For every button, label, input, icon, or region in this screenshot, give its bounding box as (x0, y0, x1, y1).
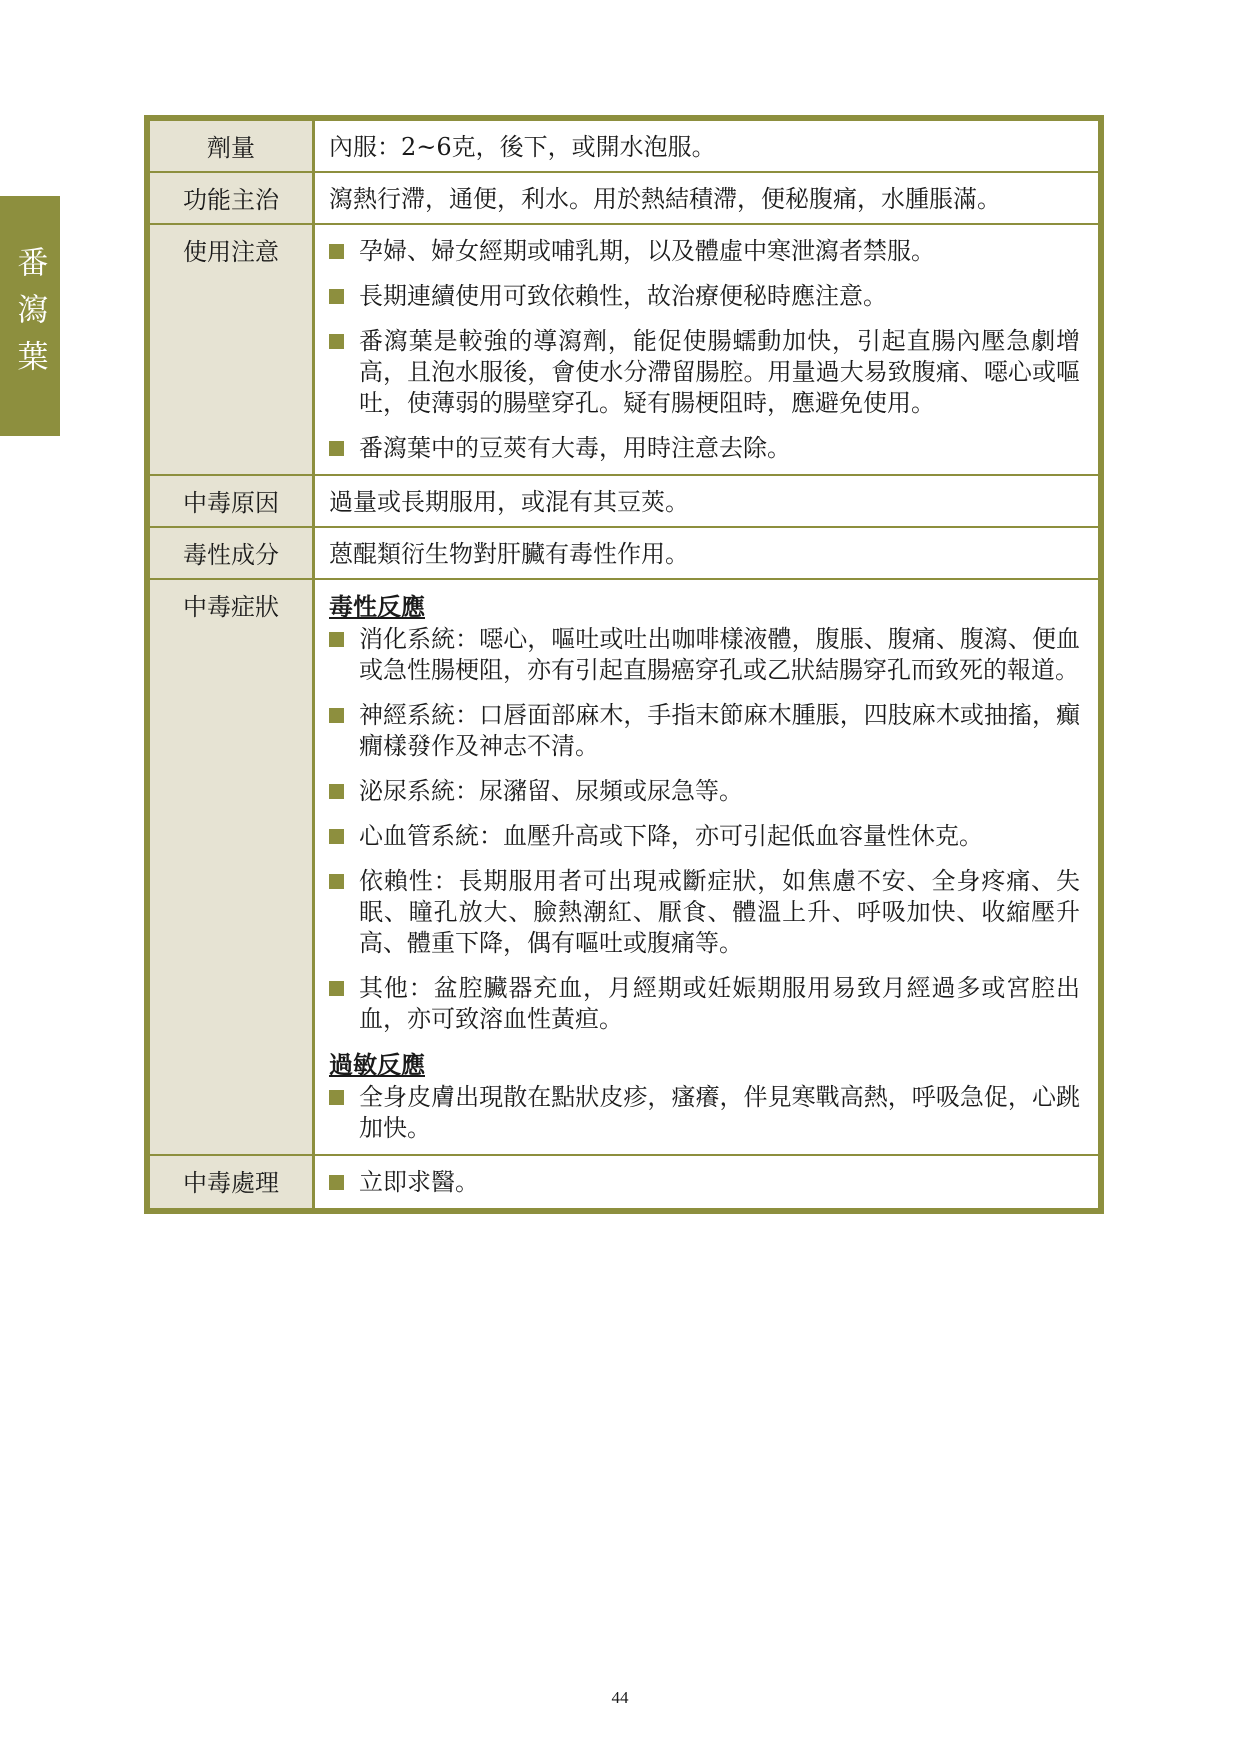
row-content (312, 476, 1098, 526)
herb-info-table (144, 115, 1104, 1214)
row-dosage (150, 121, 1098, 171)
row-label: 中毒處理 (150, 1156, 312, 1208)
square-bullet-icon (329, 1175, 344, 1190)
square-bullet-icon (329, 334, 344, 349)
square-bullet-icon (329, 708, 344, 723)
bullet-item: 泌尿系統：尿瀦留、尿頻或尿急等。 (329, 776, 1080, 807)
row-poisoning-treatment (150, 1154, 1098, 1208)
square-bullet-icon (329, 441, 344, 456)
row-content (312, 580, 1098, 1154)
bullet-item: 依賴性：長期服用者可出現戒斷症狀，如焦慮不安、全身疼痛、失眠、瞳孔放大、臉熱潮紅、厭食、體溫上升、呼吸加快、收縮壓升高、體重下降，偶有嘔吐或腹痛等。 (329, 866, 1080, 959)
bullet-item: 番瀉葉是較強的導瀉劑，能促使腸蠕動加快，引起直腸內壓急劇增高，且泡水服後，會使水分滯留腸腔。用量過大易致腹痛、噁心或嘔吐，使薄弱的腸壁穿孔。疑有腸梗阻時，應避免使用。 (329, 326, 1080, 419)
row-content (312, 121, 1098, 171)
toxic-components-text: 蒽醌類衍生物對肝臟有毒性作用。 (329, 540, 689, 568)
dosage-text: 內服：2~6克，後下，或開水泡服。 (329, 133, 716, 161)
row-functions (150, 171, 1098, 223)
row-poisoning-symptoms (150, 578, 1098, 1154)
row-content (312, 225, 1098, 474)
row-label: 毒性成分 (150, 528, 312, 578)
bullet-item: 神經系統：口唇面部麻木，手指末節麻木腫脹，四肢麻木或抽搐，癲癇樣發作及神志不清。 (329, 700, 1080, 762)
bullet-item: 其他：盆腔臟器充血，月經期或妊娠期服用易致月經過多或宮腔出血，亦可致溶血性黃疸。 (329, 973, 1080, 1035)
row-toxic-components (150, 526, 1098, 578)
row-label: 中毒症狀 (150, 580, 312, 1154)
row-content (312, 528, 1098, 578)
row-label: 劑量 (150, 121, 312, 171)
row-label: 使用注意 (150, 225, 312, 474)
row-poisoning-cause (150, 474, 1098, 526)
row-content (312, 173, 1098, 223)
bullet-item: 心血管系統：血壓升高或下降，亦可引起低血容量性休克。 (329, 821, 1080, 852)
square-bullet-icon (329, 874, 344, 889)
bullet-item: 立即求醫。 (329, 1167, 1080, 1198)
square-bullet-icon (329, 289, 344, 304)
square-bullet-icon (329, 829, 344, 844)
bullet-item: 消化系統：噁心，嘔吐或吐出咖啡樣液體，腹脹、腹痛、腹瀉、便血或急性腸梗阻，亦有引起直腸癌穿孔或乙狀結腸穿孔而致死的報道。 (329, 624, 1080, 686)
bullet-item: 全身皮膚出現散在點狀皮疹，瘙癢，伴見寒戰高熱，呼吸急促，心跳加快。 (329, 1082, 1080, 1144)
square-bullet-icon (329, 981, 344, 996)
bullet-item: 孕婦、婦女經期或哺乳期，以及體虛中寒泄瀉者禁服。 (329, 236, 1080, 267)
herb-name-tab (0, 196, 60, 436)
bullet-item: 番瀉葉中的豆莢有大毒，用時注意去除。 (329, 433, 1080, 464)
square-bullet-icon (329, 784, 344, 799)
square-bullet-icon (329, 1090, 344, 1105)
bullet-item: 長期連續使用可致依賴性，故治療便秘時應注意。 (329, 281, 1080, 312)
square-bullet-icon (329, 244, 344, 259)
toxic-reaction-heading: 毒性反應 (329, 592, 425, 621)
row-content (312, 1156, 1098, 1208)
page-number: 44 (611, 1688, 629, 1707)
poisoning-cause-text: 過量或長期服用，或混有其豆莢。 (329, 488, 689, 516)
herb-name-text: 番瀉葉 (11, 245, 48, 387)
allergy-reaction-heading: 過敏反應 (329, 1050, 425, 1079)
square-bullet-icon (329, 632, 344, 647)
row-label: 中毒原因 (150, 476, 312, 526)
row-label: 功能主治 (150, 173, 312, 223)
row-precautions (150, 223, 1098, 474)
functions-text: 瀉熱行滯，通便，利水。用於熱結積滯，便秘腹痛，水腫脹滿。 (329, 185, 1001, 213)
